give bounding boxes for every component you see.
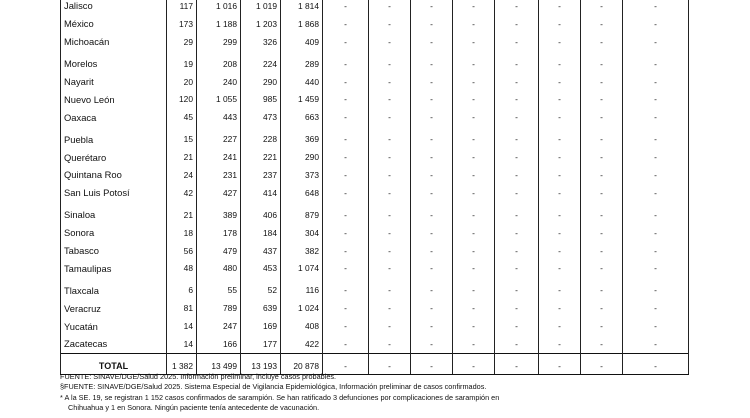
empty-cell-dash: - — [323, 51, 369, 73]
empty-cell-dash: - — [323, 90, 369, 108]
count-col-3: 224 — [241, 51, 281, 73]
empty-cell-dash: - — [539, 242, 581, 260]
empty-cell-dash: - — [323, 202, 369, 224]
count-col-3: 290 — [241, 73, 281, 91]
count-col-3: 453 — [241, 259, 281, 277]
count-col-1: 45 — [167, 108, 197, 126]
count-col-4: 1 024 — [281, 299, 323, 317]
empty-cell-dash: - — [411, 0, 453, 15]
empty-cell-dash: - — [495, 277, 539, 299]
empty-cell-dash: - — [495, 73, 539, 91]
empty-cell-dash: - — [581, 224, 623, 242]
state-name: Nuevo León — [61, 90, 167, 108]
empty-cell-dash: - — [581, 148, 623, 166]
count-col-3: 985 — [241, 90, 281, 108]
table-row — [61, 202, 689, 224]
empty-cell-dash: - — [539, 317, 581, 335]
empty-cell-dash: - — [369, 148, 411, 166]
count-col-3: 237 — [241, 166, 281, 184]
state-name: Nayarit — [61, 73, 167, 91]
empty-cell-dash: - — [369, 317, 411, 335]
empty-cell-dash: - — [453, 335, 495, 353]
empty-cell-dash: - — [369, 259, 411, 277]
footnote-source: FUENTE: SINAVE/DGE/Salud 2025. Información preliminar, incluye casos probables. — [60, 372, 337, 381]
empty-cell-dash: - — [411, 15, 453, 33]
empty-cell-dash: - — [323, 317, 369, 335]
empty-cell-dash: - — [623, 73, 689, 91]
count-col-1: 117 — [167, 0, 197, 15]
count-col-3: 1 019 — [241, 0, 281, 15]
count-col-3: 639 — [241, 299, 281, 317]
table-row — [61, 0, 689, 15]
empty-cell-dash: - — [539, 299, 581, 317]
empty-cell-dash: - — [539, 108, 581, 126]
count-col-2: 479 — [197, 242, 241, 260]
count-col-3: 228 — [241, 126, 281, 148]
empty-cell-dash: - — [323, 73, 369, 91]
count-col-2: 299 — [197, 33, 241, 51]
empty-cell-dash: - — [453, 259, 495, 277]
empty-cell-dash: - — [623, 259, 689, 277]
table-row — [61, 277, 689, 299]
empty-cell-dash: - — [581, 166, 623, 184]
empty-cell-dash: - — [411, 148, 453, 166]
empty-cell-dash: - — [453, 90, 495, 108]
count-col-2: 240 — [197, 73, 241, 91]
empty-cell-dash: - — [411, 259, 453, 277]
empty-cell-dash: - — [323, 166, 369, 184]
empty-cell-dash: - — [323, 353, 369, 374]
count-col-1: 14 — [167, 317, 197, 335]
count-col-2: 789 — [197, 299, 241, 317]
table-row — [61, 73, 689, 91]
empty-cell-dash: - — [623, 242, 689, 260]
empty-cell-dash: - — [453, 51, 495, 73]
empty-cell-dash: - — [539, 15, 581, 33]
state-name: Sonora — [61, 224, 167, 242]
empty-cell-dash: - — [411, 33, 453, 51]
empty-cell-dash: - — [323, 259, 369, 277]
empty-cell-dash: - — [369, 184, 411, 202]
empty-cell-dash: - — [581, 126, 623, 148]
count-col-2: 208 — [197, 51, 241, 73]
empty-cell-dash: - — [623, 277, 689, 299]
empty-cell-dash: - — [369, 15, 411, 33]
empty-cell-dash: - — [623, 51, 689, 73]
count-col-1: 15 — [167, 126, 197, 148]
empty-cell-dash: - — [623, 33, 689, 51]
empty-cell-dash: - — [539, 0, 581, 15]
empty-cell-dash: - — [411, 73, 453, 91]
empty-cell-dash: - — [453, 15, 495, 33]
count-col-4: 20 878 — [281, 353, 323, 374]
count-col-2: 227 — [197, 126, 241, 148]
count-col-4: 879 — [281, 202, 323, 224]
empty-cell-dash: - — [495, 90, 539, 108]
count-col-4: 1 074 — [281, 259, 323, 277]
empty-cell-dash: - — [453, 73, 495, 91]
empty-cell-dash: - — [369, 108, 411, 126]
count-col-1: 14 — [167, 335, 197, 353]
empty-cell-dash: - — [323, 224, 369, 242]
empty-cell-dash: - — [411, 108, 453, 126]
count-col-4: 289 — [281, 51, 323, 73]
state-name: Yucatán — [61, 317, 167, 335]
empty-cell-dash: - — [581, 108, 623, 126]
count-col-1: 6 — [167, 277, 197, 299]
empty-cell-dash: - — [581, 277, 623, 299]
empty-cell-dash: - — [623, 126, 689, 148]
table-row — [61, 166, 689, 184]
empty-cell-dash: - — [323, 33, 369, 51]
empty-cell-dash: - — [369, 73, 411, 91]
empty-cell-dash: - — [581, 202, 623, 224]
count-col-4: 440 — [281, 73, 323, 91]
empty-cell-dash: - — [495, 184, 539, 202]
empty-cell-dash: - — [539, 184, 581, 202]
count-col-1: 1 382 — [167, 353, 197, 374]
empty-cell-dash: - — [495, 242, 539, 260]
state-name: Tabasco — [61, 242, 167, 260]
empty-cell-dash: - — [453, 108, 495, 126]
state-name: Tamaulipas — [61, 259, 167, 277]
count-col-2: 13 499 — [197, 353, 241, 374]
empty-cell-dash: - — [581, 90, 623, 108]
count-col-1: 20 — [167, 73, 197, 91]
count-col-1: 56 — [167, 242, 197, 260]
table-row — [61, 299, 689, 317]
empty-cell-dash: - — [539, 353, 581, 374]
count-col-1: 81 — [167, 299, 197, 317]
count-col-3: 473 — [241, 108, 281, 126]
empty-cell-dash: - — [495, 224, 539, 242]
empty-cell-dash: - — [495, 299, 539, 317]
count-col-3: 221 — [241, 148, 281, 166]
empty-cell-dash: - — [623, 317, 689, 335]
empty-cell-dash: - — [581, 242, 623, 260]
empty-cell-dash: - — [369, 299, 411, 317]
empty-cell-dash: - — [453, 202, 495, 224]
empty-cell-dash: - — [539, 202, 581, 224]
count-col-1: 24 — [167, 166, 197, 184]
count-col-3: 1 203 — [241, 15, 281, 33]
empty-cell-dash: - — [453, 33, 495, 51]
empty-cell-dash: - — [453, 184, 495, 202]
count-col-1: 29 — [167, 33, 197, 51]
empty-cell-dash: - — [623, 0, 689, 15]
count-col-1: 19 — [167, 51, 197, 73]
empty-cell-dash: - — [411, 277, 453, 299]
empty-cell-dash: - — [623, 202, 689, 224]
empty-cell-dash: - — [369, 33, 411, 51]
count-col-4: 373 — [281, 166, 323, 184]
empty-cell-dash: - — [581, 184, 623, 202]
total-label: TOTAL — [61, 353, 167, 374]
empty-cell-dash: - — [323, 184, 369, 202]
count-col-2: 178 — [197, 224, 241, 242]
state-name: México — [61, 15, 167, 33]
empty-cell-dash: - — [453, 166, 495, 184]
state-name: San Luis Potosí — [61, 184, 167, 202]
count-col-2: 427 — [197, 184, 241, 202]
table-row — [61, 126, 689, 148]
empty-cell-dash: - — [369, 166, 411, 184]
empty-cell-dash: - — [539, 73, 581, 91]
count-col-3: 13 193 — [241, 353, 281, 374]
empty-cell-dash: - — [369, 126, 411, 148]
table-row — [61, 51, 689, 73]
table-row — [61, 108, 689, 126]
table-row — [61, 317, 689, 335]
empty-cell-dash: - — [453, 126, 495, 148]
empty-cell-dash: - — [581, 317, 623, 335]
empty-cell-dash: - — [369, 242, 411, 260]
count-col-1: 18 — [167, 224, 197, 242]
empty-cell-dash: - — [581, 0, 623, 15]
empty-cell-dash: - — [623, 108, 689, 126]
count-col-2: 55 — [197, 277, 241, 299]
empty-cell-dash: - — [323, 0, 369, 15]
empty-cell-dash: - — [623, 90, 689, 108]
table-row — [61, 184, 689, 202]
state-name: Zacatecas — [61, 335, 167, 353]
empty-cell-dash: - — [539, 224, 581, 242]
table-row — [61, 148, 689, 166]
count-col-3: 177 — [241, 335, 281, 353]
empty-cell-dash: - — [581, 73, 623, 91]
cases-by-state-table — [60, 0, 689, 375]
empty-cell-dash: - — [495, 51, 539, 73]
count-col-2: 247 — [197, 317, 241, 335]
empty-cell-dash: - — [453, 242, 495, 260]
empty-cell-dash: - — [623, 353, 689, 374]
empty-cell-dash: - — [539, 335, 581, 353]
count-col-2: 389 — [197, 202, 241, 224]
count-col-4: 290 — [281, 148, 323, 166]
empty-cell-dash: - — [411, 224, 453, 242]
count-col-2: 1 188 — [197, 15, 241, 33]
empty-cell-dash: - — [411, 299, 453, 317]
count-col-1: 120 — [167, 90, 197, 108]
empty-cell-dash: - — [623, 335, 689, 353]
empty-cell-dash: - — [581, 51, 623, 73]
empty-cell-dash: - — [539, 166, 581, 184]
count-col-3: 406 — [241, 202, 281, 224]
empty-cell-dash: - — [453, 317, 495, 335]
empty-cell-dash: - — [495, 259, 539, 277]
count-col-3: 326 — [241, 33, 281, 51]
table-footnotes — [60, 372, 740, 414]
empty-cell-dash: - — [411, 242, 453, 260]
empty-cell-dash: - — [539, 277, 581, 299]
empty-cell-dash: - — [539, 33, 581, 51]
count-col-3: 169 — [241, 317, 281, 335]
count-col-1: 21 — [167, 148, 197, 166]
footnote-source-confirmed: §FUENTE: SINAVE/DGE/Salud 2025. Sistema Especial de Vigilancia Epidemiológica, Información preliminar de casos confirmados. — [60, 382, 487, 392]
empty-cell-dash: - — [453, 353, 495, 374]
empty-cell-dash: - — [539, 148, 581, 166]
empty-cell-dash: - — [411, 317, 453, 335]
empty-cell-dash: - — [623, 166, 689, 184]
table-body — [61, 0, 689, 374]
empty-cell-dash: - — [495, 353, 539, 374]
empty-cell-dash: - — [495, 33, 539, 51]
count-col-4: 408 — [281, 317, 323, 335]
count-col-4: 369 — [281, 126, 323, 148]
empty-cell-dash: - — [411, 202, 453, 224]
count-col-3: 52 — [241, 277, 281, 299]
empty-cell-dash: - — [411, 184, 453, 202]
count-col-2: 231 — [197, 166, 241, 184]
empty-cell-dash: - — [411, 90, 453, 108]
state-name: Veracruz — [61, 299, 167, 317]
count-col-1: 48 — [167, 259, 197, 277]
count-col-4: 1 868 — [281, 15, 323, 33]
empty-cell-dash: - — [369, 353, 411, 374]
empty-cell-dash: - — [369, 202, 411, 224]
count-col-1: 173 — [167, 15, 197, 33]
count-col-3: 184 — [241, 224, 281, 242]
empty-cell-dash: - — [323, 299, 369, 317]
empty-cell-dash: - — [581, 335, 623, 353]
count-col-3: 437 — [241, 242, 281, 260]
count-col-4: 1 459 — [281, 90, 323, 108]
table-row — [61, 90, 689, 108]
empty-cell-dash: - — [453, 277, 495, 299]
state-name: Querétaro — [61, 148, 167, 166]
footnote-measles: * A la SE. 19, se registran 1 152 casos confirmados de sarampión. Se han ratificado 3 defunciones por complicaciones de sarampión en — [60, 392, 500, 402]
table-row — [61, 242, 689, 260]
count-col-4: 663 — [281, 108, 323, 126]
empty-cell-dash: - — [411, 126, 453, 148]
empty-cell-dash: - — [369, 335, 411, 353]
empty-cell-dash: - — [495, 335, 539, 353]
empty-cell-dash: - — [323, 277, 369, 299]
empty-cell-dash: - — [539, 51, 581, 73]
table-row — [61, 335, 689, 353]
empty-cell-dash: - — [411, 166, 453, 184]
empty-cell-dash: - — [581, 33, 623, 51]
empty-cell-dash: - — [495, 108, 539, 126]
count-col-3: 414 — [241, 184, 281, 202]
empty-cell-dash: - — [323, 335, 369, 353]
empty-cell-dash: - — [623, 15, 689, 33]
count-col-4: 382 — [281, 242, 323, 260]
count-col-4: 304 — [281, 224, 323, 242]
state-name: Jalisco — [61, 0, 167, 15]
empty-cell-dash: - — [369, 224, 411, 242]
count-col-4: 409 — [281, 33, 323, 51]
count-col-4: 1 814 — [281, 0, 323, 15]
empty-cell-dash: - — [323, 242, 369, 260]
table-row — [61, 15, 689, 33]
empty-cell-dash: - — [623, 299, 689, 317]
state-name: Michoacán — [61, 33, 167, 51]
empty-cell-dash: - — [323, 148, 369, 166]
empty-cell-dash: - — [369, 90, 411, 108]
state-name: Tlaxcala — [61, 277, 167, 299]
table-row — [61, 33, 689, 51]
empty-cell-dash: - — [539, 90, 581, 108]
empty-cell-dash: - — [323, 108, 369, 126]
empty-cell-dash: - — [495, 0, 539, 15]
state-name: Oaxaca — [61, 108, 167, 126]
empty-cell-dash: - — [623, 224, 689, 242]
count-col-2: 1 055 — [197, 90, 241, 108]
count-col-2: 443 — [197, 108, 241, 126]
empty-cell-dash: - — [453, 0, 495, 15]
count-col-2: 1 016 — [197, 0, 241, 15]
empty-cell-dash: - — [453, 148, 495, 166]
empty-cell-dash: - — [453, 224, 495, 242]
count-col-1: 42 — [167, 184, 197, 202]
empty-cell-dash: - — [323, 15, 369, 33]
empty-cell-dash: - — [411, 353, 453, 374]
empty-cell-dash: - — [623, 184, 689, 202]
count-col-1: 21 — [167, 202, 197, 224]
empty-cell-dash: - — [369, 277, 411, 299]
count-col-4: 116 — [281, 277, 323, 299]
empty-cell-dash: - — [581, 259, 623, 277]
footnote-measles-continued: Chihuahua y 1 en Sonora. Ningún paciente tenía antecedente de vacunación. — [68, 403, 320, 413]
empty-cell-dash: - — [369, 51, 411, 73]
count-col-2: 166 — [197, 335, 241, 353]
state-name: Sinaloa — [61, 202, 167, 224]
empty-cell-dash: - — [581, 15, 623, 33]
state-name: Morelos — [61, 51, 167, 73]
empty-cell-dash: - — [453, 299, 495, 317]
empty-cell-dash: - — [539, 126, 581, 148]
empty-cell-dash: - — [581, 299, 623, 317]
state-name: Puebla — [61, 126, 167, 148]
empty-cell-dash: - — [495, 202, 539, 224]
empty-cell-dash: - — [495, 15, 539, 33]
empty-cell-dash: - — [495, 148, 539, 166]
empty-cell-dash: - — [323, 126, 369, 148]
empty-cell-dash: - — [623, 148, 689, 166]
empty-cell-dash: - — [495, 126, 539, 148]
epidemiology-table-page — [60, 0, 688, 375]
table-row — [61, 224, 689, 242]
empty-cell-dash: - — [581, 353, 623, 374]
empty-cell-dash: - — [411, 51, 453, 73]
count-col-4: 422 — [281, 335, 323, 353]
table-row — [61, 259, 689, 277]
empty-cell-dash: - — [495, 317, 539, 335]
empty-cell-dash: - — [495, 166, 539, 184]
count-col-2: 480 — [197, 259, 241, 277]
empty-cell-dash: - — [539, 259, 581, 277]
state-name: Quintana Roo — [61, 166, 167, 184]
count-col-2: 241 — [197, 148, 241, 166]
count-col-4: 648 — [281, 184, 323, 202]
empty-cell-dash: - — [411, 335, 453, 353]
empty-cell-dash: - — [369, 0, 411, 15]
